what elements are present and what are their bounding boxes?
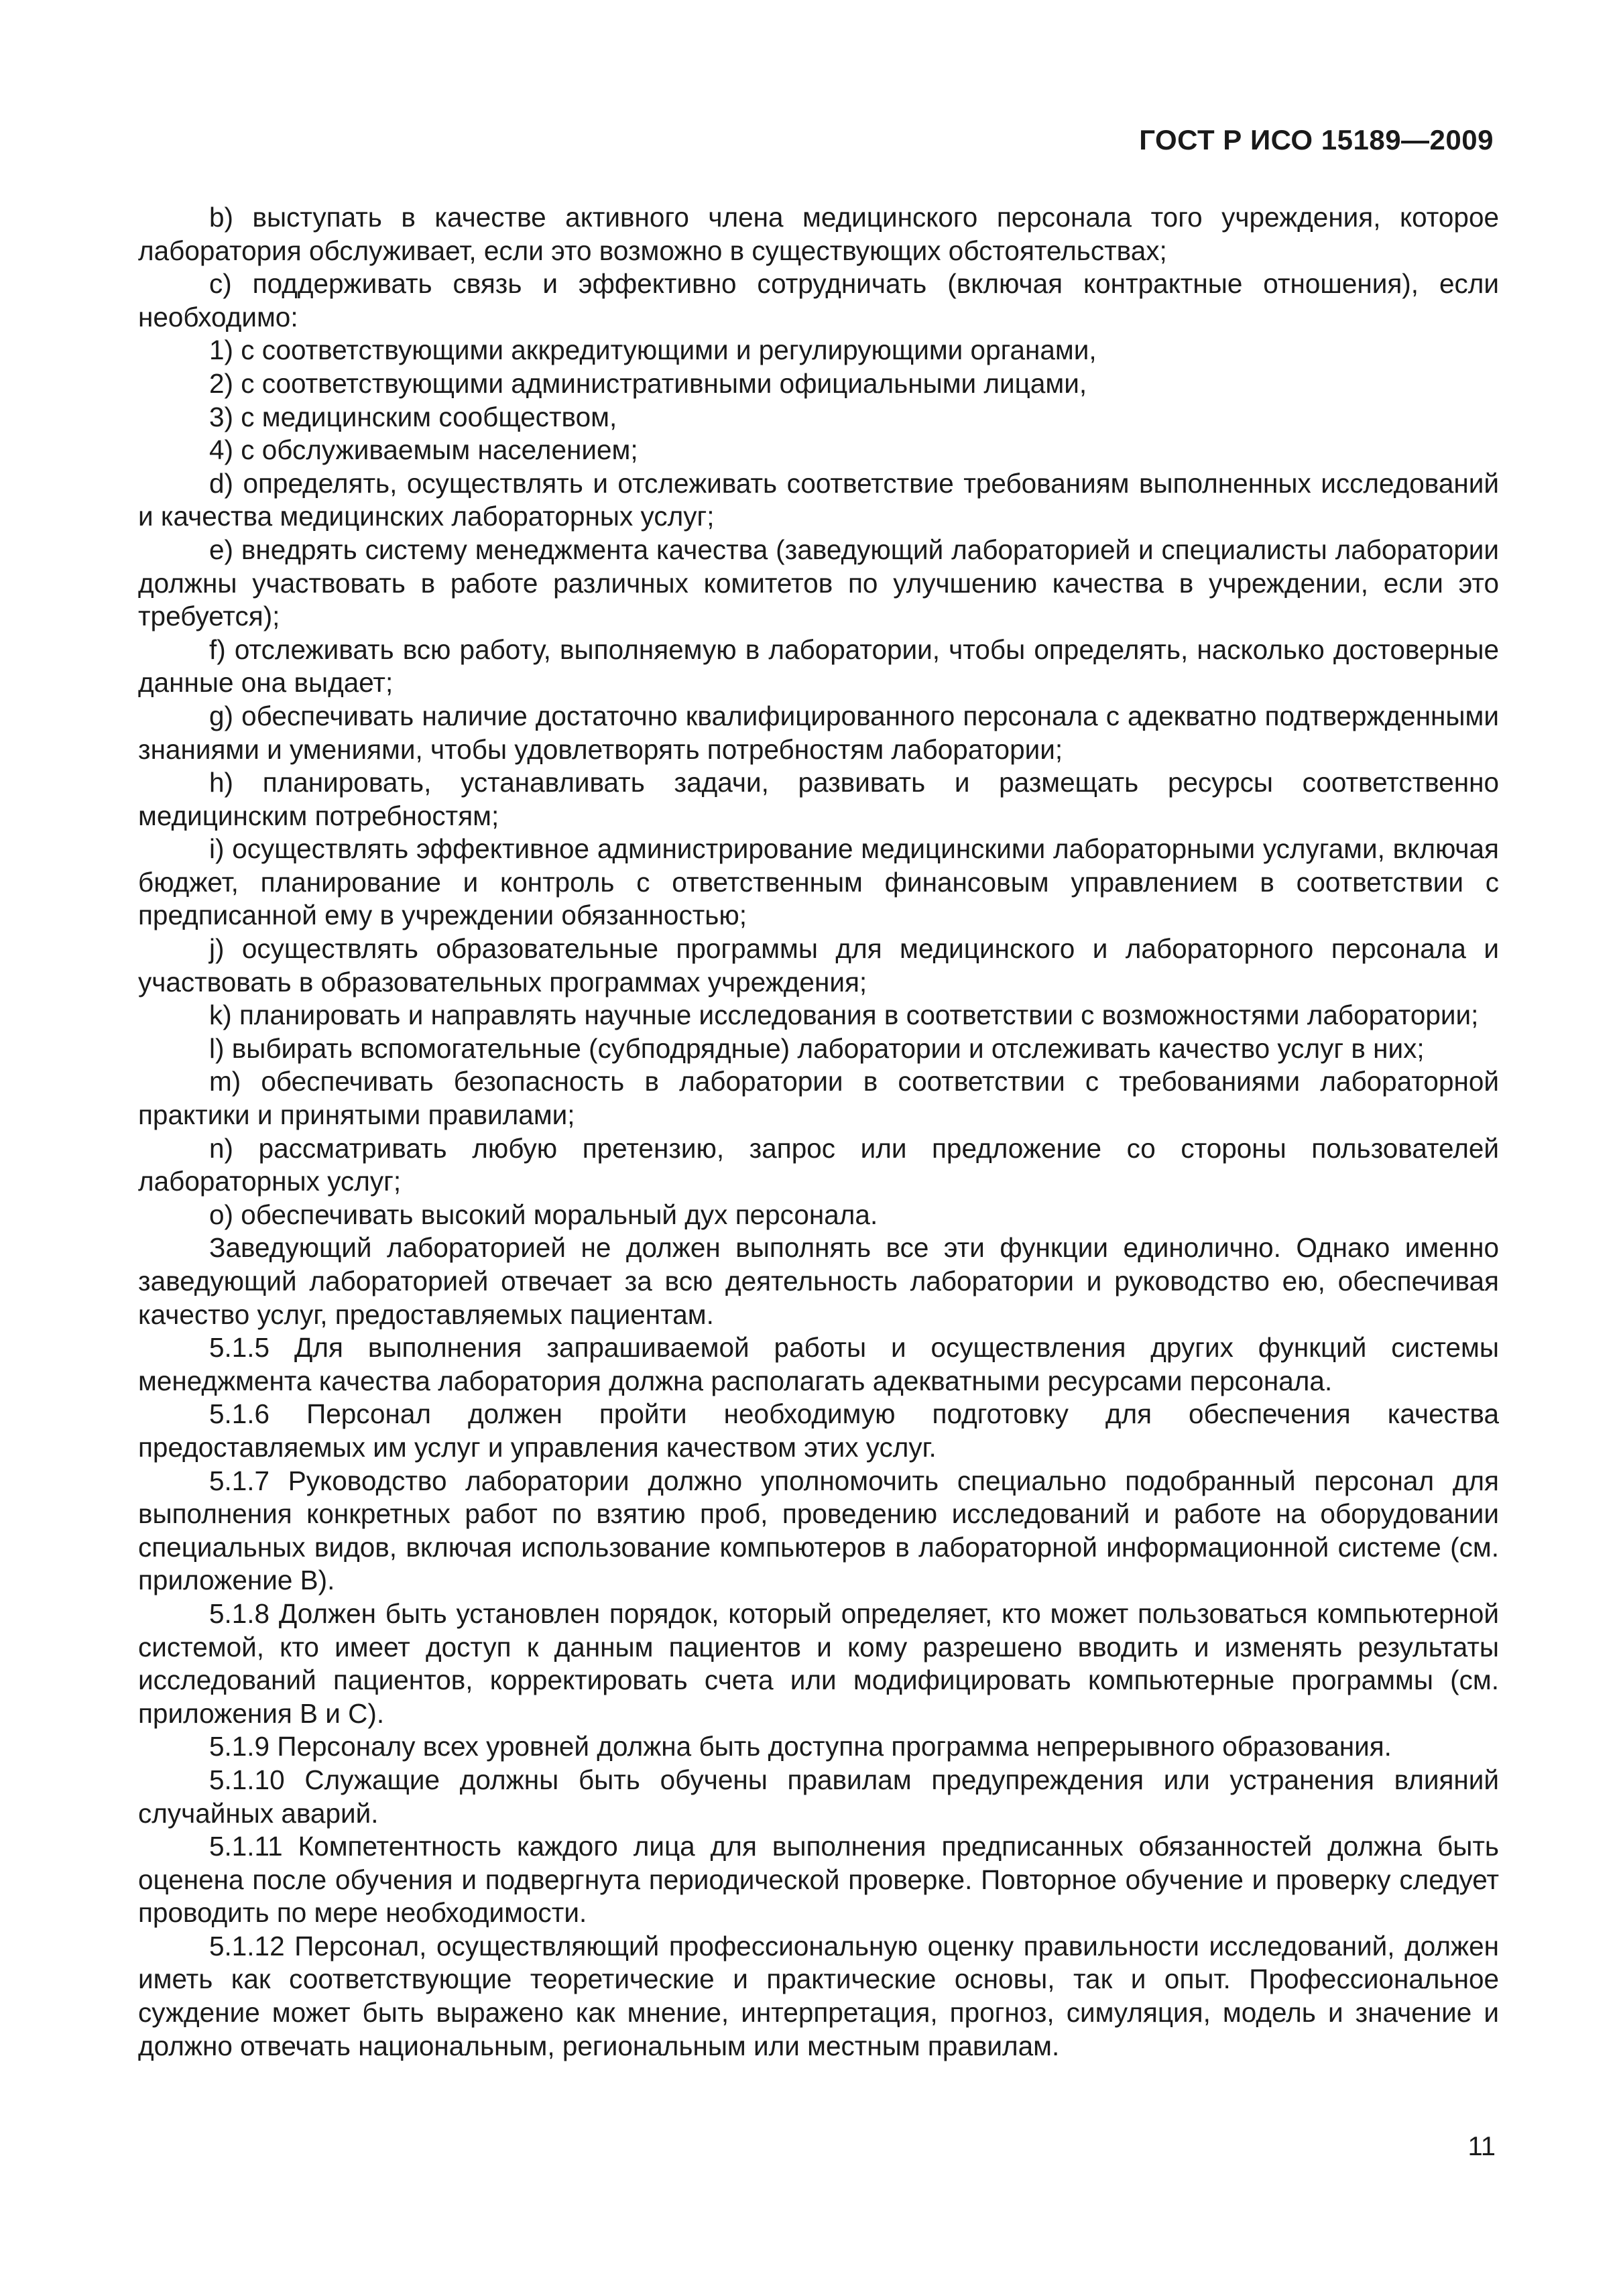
document-code-header: ГОСТ Р ИСО 15189—2009 [1139,124,1494,156]
paragraph-n: n) рассматривать любую претензию, запрос или предложение со стороны пользователей лабораторных услуг; [138,1132,1499,1197]
paragraph-g: g) обеспечивать наличие достаточно квалифицированного персонала с адекватно подтвержденными знаниями и умениями, чтобы удовлетворять потребностям лаборатории; [138,700,1499,765]
list-item-4: 4) с обслуживаемым населением; [209,434,638,466]
page-number: 11 [1467,2132,1496,2161]
clause-5-1-5: 5.1.5 Для выполнения запрашиваемой работы и осуществления других функций системы менеджмента качества лаборатория должна располагать адекватными ресурсами персонала. [138,1332,1499,1396]
paragraph-d: d) определять, осуществлять и отслеживать соответствие требованиям выполненных исследований и качества медицинских лабораторных услуг; [138,467,1499,532]
paragraph-l: l) выбирать вспомогательные (субподрядные) лаборатории и отслеживать качество услуг в них; [209,1032,1425,1064]
clause-5-1-8: 5.1.8 Должен быть установлен порядок, который определяет, кто может пользоваться компьютерной системой, кто имеет доступ к данным пациентов и кому разрешено вводить и изменять результаты исследований пациентов, корректировать счета или модифицировать компьютерные программы (см. приложения В и С). [138,1597,1499,1729]
body-text [138,201,1499,2063]
clause-5-1-7: 5.1.7 Руководство лаборатории должно уполномочить специально подобранный персонал для выполнения конкретных работ по взятию проб, проведению исследований и работе на оборудовании специальных видов, включая использование компьютеров в лабораторной информационной системе (см. приложение В). [138,1465,1499,1596]
clause-5-1-9: 5.1.9 Персоналу всех уровней должна быть доступна программа непрерывного образования. [209,1731,1392,1762]
list-item-3: 3) с медицинским сообществом, [209,401,617,432]
paragraph-i: i) осуществлять эффективное администрирование медицинскими лабораторными услугами, включая бюджет, планирование и контроль с ответственным финансовым управлением в соответствии с предписанной ему в учреждении обязанностью; [138,833,1499,931]
list-item-2: 2) с соответствующими административными официальными лицами, [209,367,1087,399]
paragraph-b: b) выступать в качестве активного члена медицинского персонала того учреждения, которое лаборатория обслуживает, если это возможно в существующих обстоятельствах; [138,202,1499,266]
paragraph-m: m) обеспечивать безопасность в лаборатории в соответствии с требованиями лабораторной практики и принятыми правилами; [138,1066,1499,1131]
paragraph-h: h) планировать, устанавливать задачи, развивать и размещать ресурсы соответственно медицинским потребностям; [138,767,1499,831]
paragraph-head-duties: Заведующий лабораторией не должен выполнять все эти функции единолично. Однако именно заведующий лабораторией отвечает за всю деятельность лаборатории и руководство ею, обеспечивая качество услуг, предоставляемых пациентам. [138,1232,1499,1330]
clause-5-1-6: 5.1.6 Персонал должен пройти необходимую подготовку для обеспечения качества предоставляемых им услуг и управления качеством этих услуг. [138,1398,1499,1463]
paragraph-k: k) планировать и направлять научные исследования в соответствии с возможностями лаборатории; [209,1000,1479,1031]
paragraph-o: o) обеспечивать высокий моральный дух персонала. [209,1199,878,1230]
paragraph-c: c) поддерживать связь и эффективно сотрудничать (включая контрактные отношения), если необходимо: [138,268,1499,333]
clause-5-1-12: 5.1.12 Персонал, осуществляющий профессиональную оценку правильности исследований, должен иметь как соответствующие теоретические и практические основы, так и опыт. Профессиональное суждение может быть выражено как мнение, интерпретация, прогноз, симуляция, модель и значение и должно отвечать национальным, региональным или местным правилам. [138,1930,1499,2061]
clause-5-1-10: 5.1.10 Служащие должны быть обучены правилам предупреждения или устранения влияний случайных аварий. [138,1764,1499,1829]
paragraph-j: j) осуществлять образовательные программы для медицинского и лабораторного персонала и участвовать в образовательных программах учреждения; [138,933,1499,998]
paragraph-f: f) отслеживать всю работу, выполняемую в лаборатории, чтобы определять, насколько достоверные данные она выдает; [138,633,1499,699]
clause-5-1-11: 5.1.11 Компетентность каждого лица для выполнения предписанных обязанностей должна быть оценена после обучения и подвергнута периодической проверке. Повторное обучение и проверку следует проводить по мере необходимости. [138,1831,1499,1929]
list-item-1: 1) с соответствующими аккредитующими и регулирующими органами, [209,335,1097,366]
paragraph-e: e) внедрять систему менеджмента качества (заведующий лабораторией и специалисты лаборатории должны участвовать в работе различных комитетов по улучшению качества в учреждении, если это требуется); [138,534,1499,632]
